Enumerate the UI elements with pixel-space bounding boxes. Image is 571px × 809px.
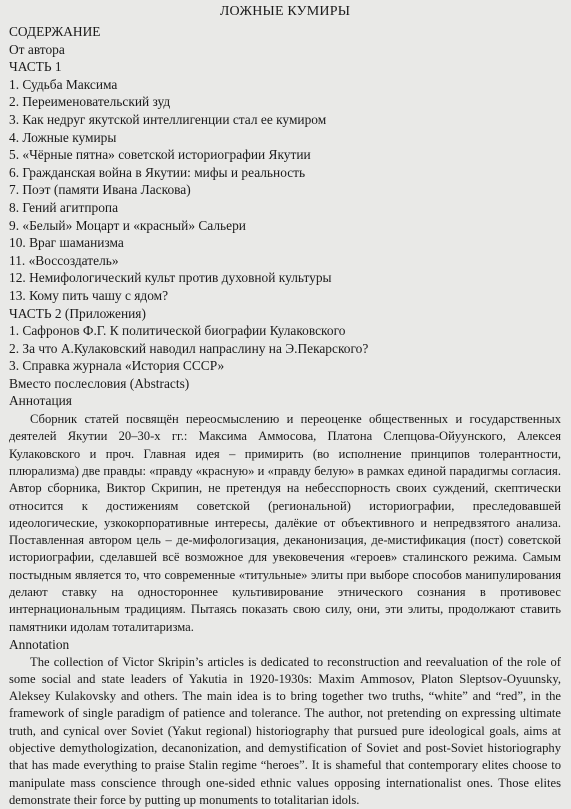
toc-item: 6. Гражданская война в Якутии: мифы и реальность: [9, 164, 306, 180]
toc-item: От автора: [9, 41, 65, 57]
toc-item: 12. Немифологический культ против духовной культуры: [9, 270, 332, 286]
annotation-ru-text: Сборник статей посвящён переосмыслению и переоценке общественных и государственных деятелей Якутии 20–30-х гг.: Максима Аммосова, Платона Слепцова-Ойуунского, Алексея Кулаковского и проч. Главная идея – примирить (во исполнение принципов толерантности, плюрализма) две правды: «правду «красную» и «правду белую» в рамках единой парадигмы согласия. Автор сборника, Виктор Скрипин, не претендуя на небесспорность своих суждений, скептически относится к достижениям советской (региональной) историографии, преследовавшей идеологические, узкокорпоративные интересы, далёкие от объективного и непредвзятого анализа. Поставленная автором цель – де-мифологизация, деканонизация, де-мистификация (пост) советской историографии, сделавшей всё возможное для увековечения «героев» сталинского режима. Самым постыдным является то, что современные «титульные» элиты при выборе способов манипулирования делают ставку на одностороннее культивирование этнического сознания в противовес интернациональным традициям. Пытаясь показать свою силу, они, эти элиты, продолжают ставить памятники идолам тоталитаризма.: [9, 412, 561, 634]
toc-item: 3. Справка журнала «История СССР»: [9, 358, 225, 374]
toc-item: 3. Как недруг якутской интеллигенции стал ее кумиром: [9, 111, 327, 127]
toc-item: 9. «Белый» Моцарт и «красный» Сальери: [9, 217, 246, 233]
toc-item: 1. Судьба Максима: [9, 76, 118, 92]
annotation-en-heading: Annotation: [9, 636, 70, 652]
toc-item: 2. За что А.Кулаковский наводил напраслину на Э.Пекарского?: [9, 340, 369, 356]
toc-item: 1. Сафронов Ф.Г. К политической биографии Кулаковского: [9, 323, 346, 339]
toc-item: Вместо послесловия (Abstracts): [9, 375, 190, 391]
toc-item: 2. Переименовательский зуд: [9, 94, 171, 110]
annotation-ru-heading: Аннотация: [9, 393, 72, 409]
toc-item: 11. «Воссоздатель»: [9, 252, 119, 268]
annotation-en-text: The collection of Victor Skripin’s articles is dedicated to reconstruction and reevaluation of the role of some social and state leaders of Yakutia in 1920-1930s: Maxim Ammosov, Platon Sleptsov-Oyuunsky, Aleksey Kulakovsky and others. The main idea is to bring together two truths, “white” and “red”, in the framework of single paradigm of patience and tolerance. The author, not pretending on expressing ultimate truth, and cynical over Soviet (Yakut regional) historiography that pursued pure ideological goals, aims at objective demythologization, decanonization, and demystification of Soviet and post-Soviet historiography that has made everything to praise Stalin regime “heroes”. It is shameful that contemporary elites choose to manipulate mass conscience through one-sided ethnic values opposing internationalist ones. Those elites demonstrate their force by putting up monuments to totalitarian idols.: [9, 654, 561, 807]
toc-item: ЧАСТЬ 1: [9, 59, 62, 75]
toc-item: 10. Враг шаманизма: [9, 235, 124, 251]
toc-item: 8. Гений агитпропа: [9, 199, 119, 215]
page-title: ЛОЖНЫЕ КУМИРЫ: [219, 4, 351, 19]
contents-heading: СОДЕРЖАНИЕ: [9, 24, 101, 39]
toc-item: 13. Кому пить чашу с ядом?: [9, 287, 169, 303]
toc-item: ЧАСТЬ 2 (Приложения): [9, 305, 146, 321]
toc-item: 7. Поэт (памяти Ивана Ласкова): [9, 182, 191, 198]
toc-item: 5. «Чёрные пятна» советской историографии Якутии: [9, 147, 311, 163]
table-of-contents: [9, 41, 561, 393]
toc-item: 4. Ложные кумиры: [9, 129, 117, 145]
